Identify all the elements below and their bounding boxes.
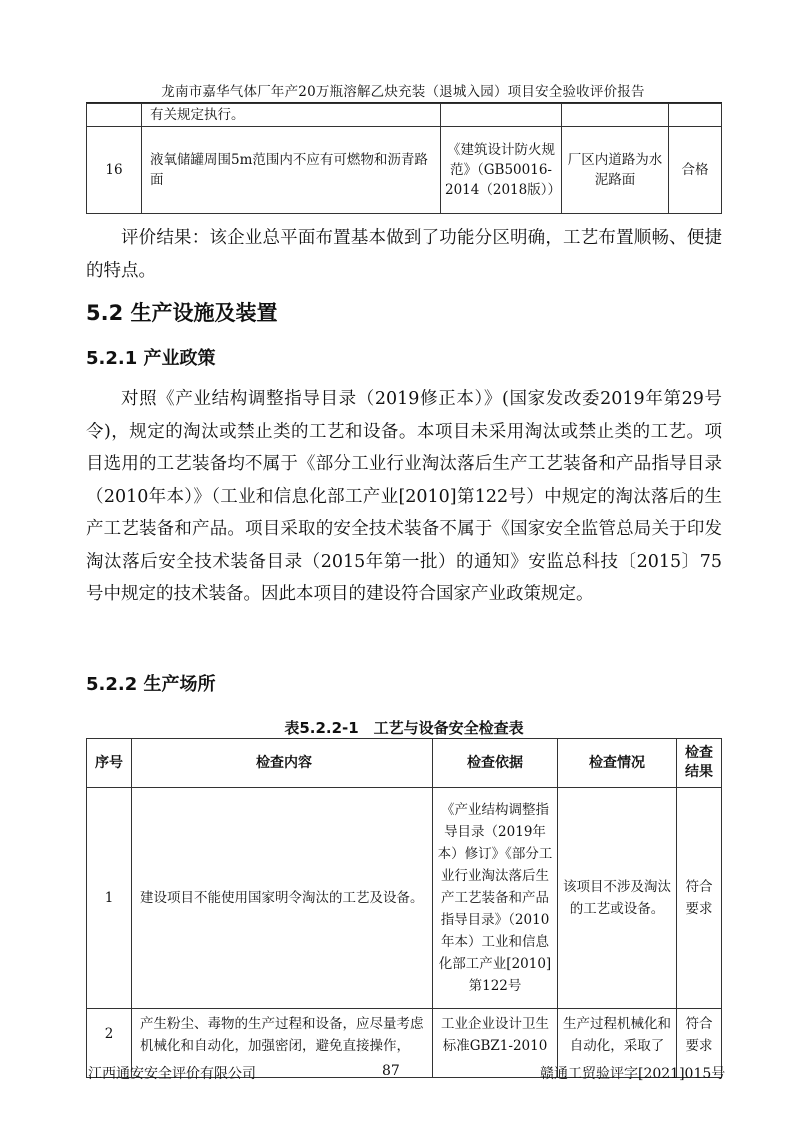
footer-company: 江西通安安全评价有限公司 xyxy=(88,1066,256,1082)
section-heading-5-2-2: 5.2.2 生产场所 xyxy=(86,674,216,695)
table-header-row xyxy=(87,739,722,788)
table-cell-situation: 厂区内道路为水泥路面 xyxy=(562,127,669,214)
industrial-policy-paragraph: 对照《产业结构调整指导目录（2019修正本）》(国家发改委2019年第29号令)，规定的淘汰或禁止类的工艺和设备。本项目未采用淘汰或禁止类的工艺。项目选用的工艺装备均不属于《部分工业行业淘汰落后生产工艺装备和产品指导目录（2010年本）》（工业和信息化部工产业[2010]第122号）中规定的淘汰落后的生产工艺装备和产品。项目采取的安全技术装备不属于《国家安全监管总局关于印发淘汰落后安全技术装备目录（2015年第一批）的通知》安监总科技〔2015〕75号中规定的技术装备。因此本项目的建设符合国家产业政策规定。 xyxy=(86,389,722,604)
table-cell-result: 符合要求 xyxy=(677,788,722,1009)
table-cell-basis: 工业企业设计卫生标准GBZ1-2010 xyxy=(441,1016,549,1054)
header-no: 序号 xyxy=(87,739,132,788)
table-cell-result: 符合要求 xyxy=(685,1016,713,1054)
footer-document-number: 赣通工贸验评字[2021]015号 xyxy=(540,1066,726,1082)
table-cell-content: 建设项目不能使用国家明令淘汰的工艺及设备。 xyxy=(132,788,433,1009)
table-cell-no: 1 xyxy=(87,788,132,1009)
evaluation-result: 评价结果：该企业总平面布置基本做到了功能分区明确，工艺布置顺畅、便捷的特点。 xyxy=(86,228,722,281)
table-cell-content: 液氧储罐周围5m范围内不应有可燃物和沥青路面 xyxy=(142,127,441,214)
table-row xyxy=(87,104,722,127)
table-cell-situation: 生产过程机械化和自动化，采取了 xyxy=(563,1016,671,1054)
table-cell-no: 2 xyxy=(104,1026,114,1042)
table-cell-basis: 《建筑设计防火规范》（GB50016-2014（2018版）） xyxy=(441,127,562,214)
header-basis: 检查依据 xyxy=(433,739,558,788)
table-cell-result: 合格 xyxy=(669,127,722,214)
table-row xyxy=(87,788,722,1009)
section-heading-5-2-1: 5.2.1 产业政策 xyxy=(86,348,216,369)
table-caption: 表5.2.2-1 工艺与设备安全检查表 xyxy=(284,719,524,737)
header-content: 检查内容 xyxy=(132,739,433,788)
page-number: 87 xyxy=(382,1063,400,1079)
table-row xyxy=(87,127,722,214)
page-header: 龙南市嘉华气体厂年产20万瓶溶解乙炔充装（退城入园）项目安全验收评价报告 xyxy=(161,84,645,100)
checklist-table-continued xyxy=(86,103,722,214)
header-situation: 检查情况 xyxy=(558,739,677,788)
section-heading-5-2: 5.2 生产设施及装置 xyxy=(86,301,278,325)
header-result: 检查结果 xyxy=(677,739,722,788)
table-cell-situation: 该项目不涉及淘汰的工艺或设备。 xyxy=(558,788,677,1009)
table-cell-content: 产生粉尘、毒物的生产过程和设备，应尽量考虑机械化和自动化，加强密闭，避免直接操作， xyxy=(140,1016,424,1054)
table-cell-basis: 《产业结构调整指导目录（2019年本）修订》《部分工业行业淘汰落后生产工艺装备和产品指导目录》（2010年本）工业和信息化部工产业[2010]第122号 xyxy=(433,788,558,1009)
process-equipment-checklist-table xyxy=(86,738,722,1078)
table-cell-content: 有关规定执行。 xyxy=(142,104,441,127)
table-cell-no: 16 xyxy=(87,127,142,214)
